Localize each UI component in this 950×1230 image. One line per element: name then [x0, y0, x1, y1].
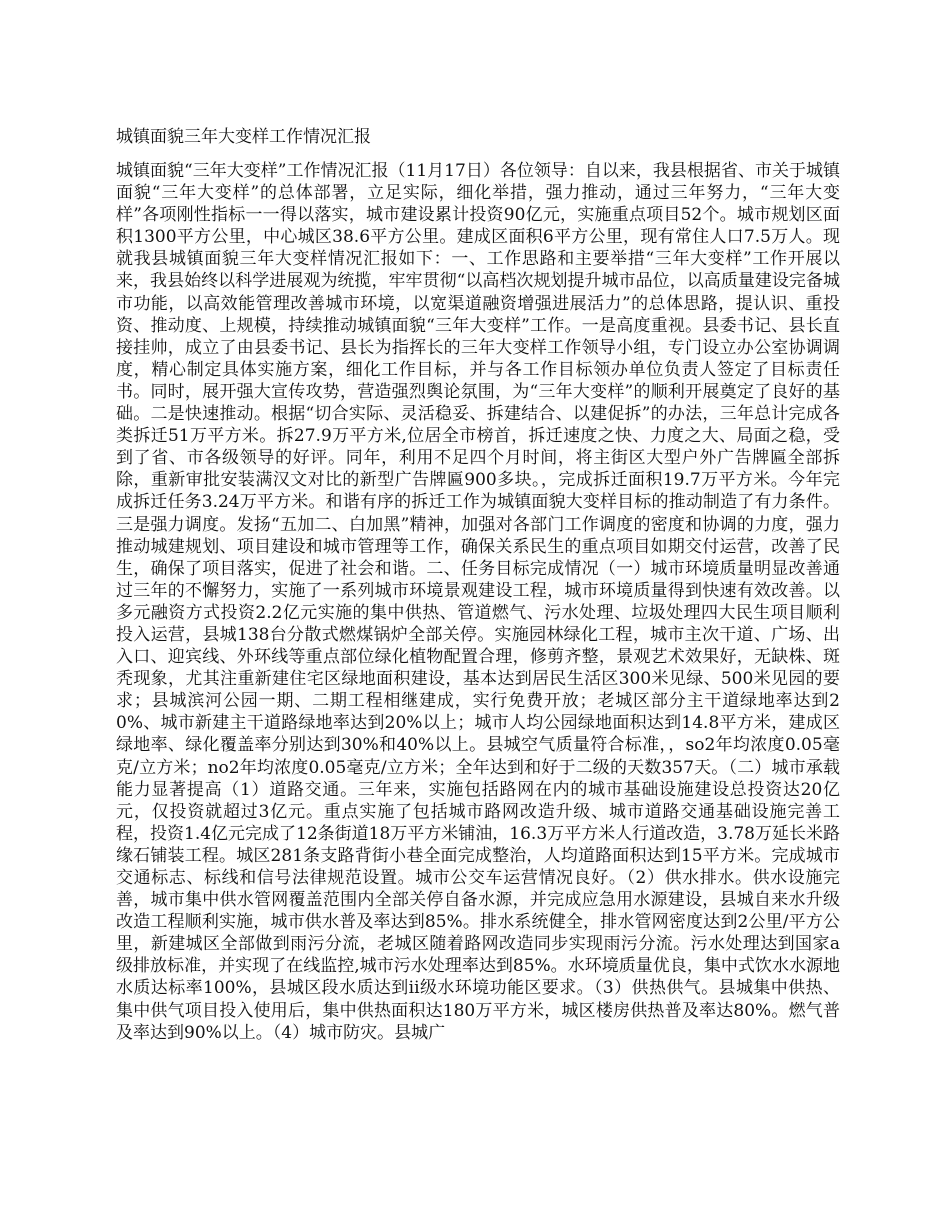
document-body-paragraph: 城镇面貌“三年大变样”工作情况汇报（11月17日）各位领导：自以来，我县根据省、市关于城镇面貌“三年大变样”的总体部署，立足实际，细化举措，强力推动，通过三年努力，“三年大变样”各项刚性指标一一得以落实，城市建设累计投资90亿元，实施重点项目52个。城市规划区面积1300平方公里，中心城区38.6平方公里。建成区面积6平方公里，现有常住人口7.5万人。现就我县城镇面貌三年大变样情况汇报如下：一、工作思路和主要举措“三年大变样”工作开展以来，我县始终以科学进展观为统揽，牢牢贯彻“以高档次规划提升城市品位，以高质量建设完备城市功能，以高效能管理改善城市环境，以宽渠道融资增强进展活力”的总体思路，提认识、重投资、推动度、上规模，持续推动城镇面貌“三年大变样”工作。一是高度重视。县委书记、县长直接挂帅，成立了由县委书记、县长为指挥长的三年大变样工作领导小组，专门设立办公室协调调度，精心制定具体实施方案，细化工作目标，并与各工作目标领办单位负责人签定了目标责任书。同时，展开强大宣传攻势，营造强烈舆论氛围，为“三年大变样”的顺利开展奠定了良好的基础。二是快速推动。根据“切合实际、灵活稳妥、拆建结合、以建促拆”的办法，三年总计完成各类拆迁51万平方米。拆27.9万平方米,位居全市榜首，拆迁速度之快、力度之大、局面之稳，受到了省、市各级领导的好评。同年，利用不足四个月时间，将主街区大型户外广告牌匾全部拆除，重新审批安装满汉文对比的新型广告牌匾900多块。，完成拆迁面积19.7万平方米。今年完成拆迁任务3.24万平方米。和谐有序的拆迁工作为城镇面貌大变样目标的推动制造了有力条件。三是强力调度。发扬“五加二、白加黑”精神，加强对各部门工作调度的密度和协调的力度，强力推动城建规划、项目建设和城市管理等工作，确保关系民生的重点项目如期交付运营，改善了民生，确保了项目落实，促进了社会和谐。二、任务目标完成情况（一）城市环境质量明显改善通过三年的不懈努力，实施了一系列城市环境景观建设工程，城市环境质量得到快速有效改善。以多元融资方式投资2.2亿元实施的集中供热、管道燃气、污水处理、垃圾处理四大民生项目顺利投入运营，县城138台分散式燃煤锅炉全部关停。实施园林绿化工程，城市主次干道、广场、出入口、迎宾线、外环线等重点部位绿化植物配置合理，修剪齐整，景观艺术效果好，无缺株、斑秃现象，尤其注重新建住宅区绿地面积建设，基本达到居民生活区300米见绿、500米见园的要求；县城滨河公园一期、二期工程相继建成，实行免费开放；老城区部分主干道绿地率达到20%、城市新建主干道路绿地率达到20%以上；城市人均公园绿地面积达到14.8平方米，建成区绿地率、绿化覆盖率分别达到30%和40%以上。县城空气质量符合标准，，so2年均浓度0.05毫克/立方米；no2年均浓度0.05毫克/立方米；全年达到和好于二级的天数357天。（二）城市承载能力显著提高（1）道路交通。三年来，实施包括路网在内的城市基础设施建设总投资达20亿元，仅投资就超过3亿元。重点实施了包括城市路网改造升级、城市道路交通基础设施完善工程，投资1.4亿元完成了12条街道18万平方米铺油，16.3万平方米人行道改造，3.78万延长米路缘石铺装工程。城区281条支路背街小巷全面完成整治，人均道路面积达到15平方米。完成城市交通标志、标线和信号法律规范设置。城市公交车运营情况良好。（2）供水排水。供水设施完善，城市集中供水管网覆盖范围内全部关停自备水源，并完成应急用水源建设，县城自来水升级改造工程顺利实施，城市供水普及率达到85%。排水系统健全，排水管网密度达到2公里/平方公里，新建城区全部做到雨污分流，老城区随着路网改造同步实现雨污分流。污水处理达到国家a级排放标准，并实现了在线监控,城市污水处理率达到85%。水环境质量优良，集中式饮水水源地水质达标率100%，县城区段水质达到ii级水环境功能区要求。（3）供热供气。县城集中供热、集中供气项目投入使用后，集中供热面积达180万平方米，城区楼房供热普及率达80%。燃气普及率达到90%以上。（4）城市防灾。县城广 — [116, 161, 841, 1043]
document-title: 城镇面貌三年大变样工作情况汇报 — [116, 127, 371, 147]
